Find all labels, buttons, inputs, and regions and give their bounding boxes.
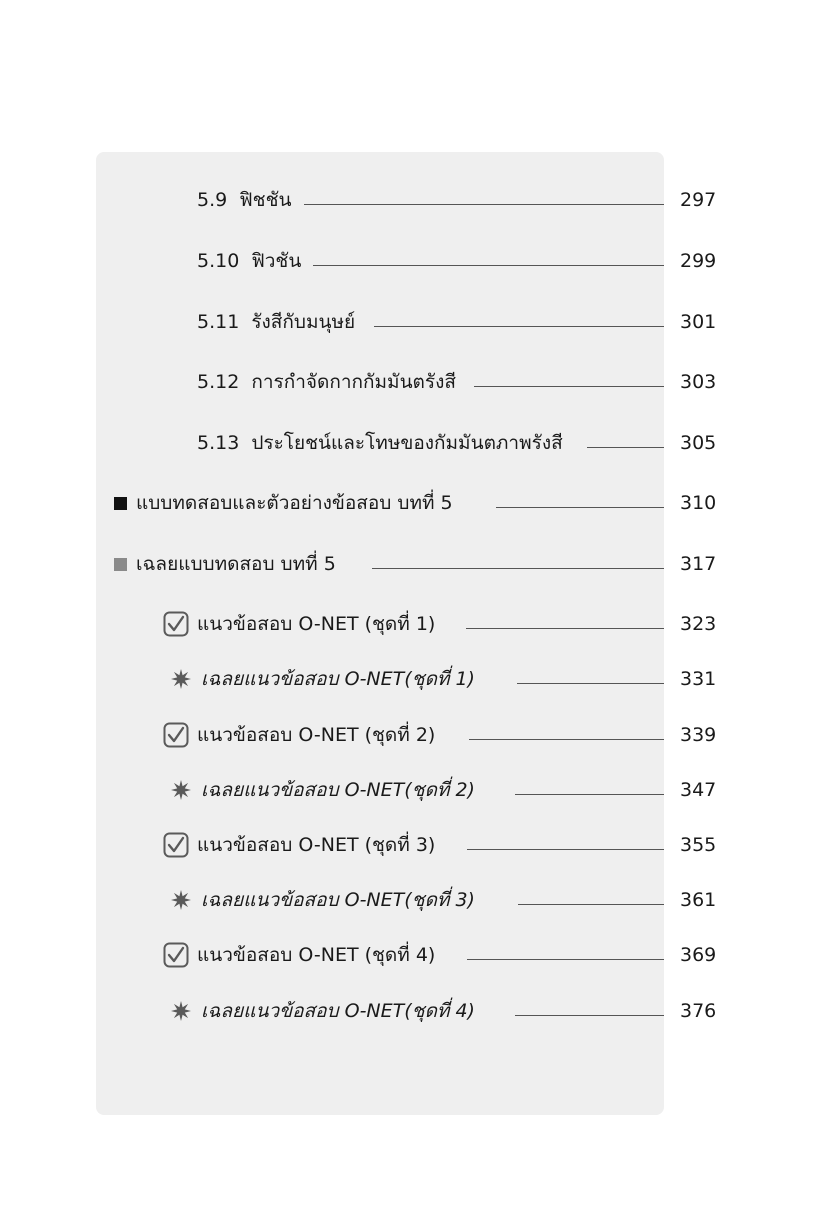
dot-leader	[467, 959, 664, 960]
toc-entry-label	[163, 828, 435, 862]
checkbox-icon	[163, 832, 189, 858]
checkbox-icon	[163, 611, 189, 637]
section-title: การกำจัดกากกัมมันตรังสี	[251, 371, 456, 393]
dot-leader	[587, 447, 664, 448]
toc-row-onet-set-4[interactable]	[0, 938, 822, 972]
dot-leader	[515, 794, 664, 795]
page-number: 305	[680, 432, 717, 454]
section-title: แบบทดสอบและตัวอย่างข้อสอบ บทที่ 5	[136, 492, 453, 514]
page-number: 303	[680, 371, 717, 393]
toc-entry-label	[163, 938, 435, 972]
section-title: ฟิวชัน	[251, 250, 302, 272]
section-title: แนวข้อสอบ O-NET (ชุดที่ 4)	[197, 944, 436, 966]
dot-leader	[466, 628, 664, 629]
dot-leader	[474, 386, 664, 387]
dot-leader	[517, 683, 664, 684]
section-title: เฉลยแนวข้อสอบ O-NET(ชุดที่ 1)	[201, 668, 475, 690]
toc-entry-label	[197, 365, 456, 399]
toc-entry-label	[167, 994, 475, 1028]
toc-entry-label	[197, 183, 291, 217]
dot-leader	[304, 204, 664, 205]
toc-row-onet-set-3[interactable]	[0, 828, 822, 862]
section-title: เฉลยแนวข้อสอบ O-NET(ชุดที่ 3)	[201, 889, 475, 911]
section-number: 5.13	[197, 432, 240, 454]
toc-row-onet-set-1[interactable]	[0, 607, 822, 641]
toc-row-onet-answers-1[interactable]	[0, 662, 822, 696]
toc-entry-label	[167, 883, 475, 917]
page-number: 299	[680, 250, 717, 272]
section-title: ฟิชชัน	[239, 189, 292, 211]
section-number: 5.11	[197, 311, 240, 333]
section-number: 5.9	[197, 189, 228, 211]
gray-square-icon	[114, 558, 127, 571]
dot-leader	[496, 507, 664, 508]
toc-row-onet-answers-4[interactable]	[0, 994, 822, 1028]
page-number: 347	[680, 779, 717, 801]
toc-row-exercises-ch5[interactable]	[0, 486, 822, 520]
page-number: 355	[680, 834, 717, 856]
toc-row-5-10[interactable]	[0, 244, 822, 278]
dot-leader	[515, 1015, 664, 1016]
toc-entry-label	[163, 607, 435, 641]
toc-entry-label	[167, 773, 475, 807]
section-title: เฉลยแบบทดสอบ บทที่ 5	[136, 553, 336, 575]
black-square-icon	[114, 497, 127, 510]
toc-row-answers-ch5[interactable]	[0, 547, 822, 581]
dot-leader	[372, 568, 664, 569]
toc-row-5-9[interactable]	[0, 183, 822, 217]
checkbox-icon	[163, 722, 189, 748]
page-number: 301	[680, 311, 717, 333]
page-number: 376	[680, 1000, 717, 1022]
toc-row-onet-set-2[interactable]	[0, 718, 822, 752]
toc-entry-label	[197, 244, 301, 278]
section-title: เฉลยแนวข้อสอบ O-NET(ชุดที่ 2)	[201, 779, 475, 801]
toc-row-onet-answers-2[interactable]	[0, 773, 822, 807]
toc-row-5-12[interactable]	[0, 365, 822, 399]
section-title: เฉลยแนวข้อสอบ O-NET(ชุดที่ 4)	[201, 1000, 475, 1022]
toc-entry-label	[167, 662, 475, 696]
page-number: 369	[680, 944, 717, 966]
dot-leader	[374, 326, 664, 327]
dot-leader	[469, 739, 664, 740]
page-number: 310	[680, 492, 717, 514]
toc-row-5-13[interactable]	[0, 426, 822, 460]
section-number: 5.12	[197, 371, 240, 393]
starburst-icon	[171, 780, 191, 800]
page-number: 331	[680, 668, 717, 690]
section-title: ประโยชน์และโทษของกัมมันตภาพรังสี	[251, 432, 563, 454]
toc-row-5-11[interactable]	[0, 305, 822, 339]
dot-leader	[313, 265, 664, 266]
toc-entry-label	[197, 426, 563, 460]
section-title: แนวข้อสอบ O-NET (ชุดที่ 2)	[197, 724, 436, 746]
section-number: 5.10	[197, 250, 240, 272]
dot-leader	[467, 849, 664, 850]
toc-entry-label	[197, 305, 355, 339]
dot-leader	[518, 904, 664, 905]
starburst-icon	[171, 1001, 191, 1021]
page-number: 339	[680, 724, 717, 746]
starburst-icon	[171, 669, 191, 689]
toc-entry-label	[114, 486, 453, 520]
page-number: 361	[680, 889, 717, 911]
page-number: 323	[680, 613, 717, 635]
page-number: 317	[680, 553, 717, 575]
section-title: แนวข้อสอบ O-NET (ชุดที่ 1)	[197, 613, 436, 635]
section-title: แนวข้อสอบ O-NET (ชุดที่ 3)	[197, 834, 436, 856]
checkbox-icon	[163, 942, 189, 968]
page-number: 297	[680, 189, 717, 211]
section-title: รังสีกับมนุษย์	[251, 311, 356, 333]
toc-entry-label	[163, 718, 435, 752]
starburst-icon	[171, 890, 191, 910]
toc-row-onet-answers-3[interactable]	[0, 883, 822, 917]
toc-entry-label	[114, 547, 336, 581]
